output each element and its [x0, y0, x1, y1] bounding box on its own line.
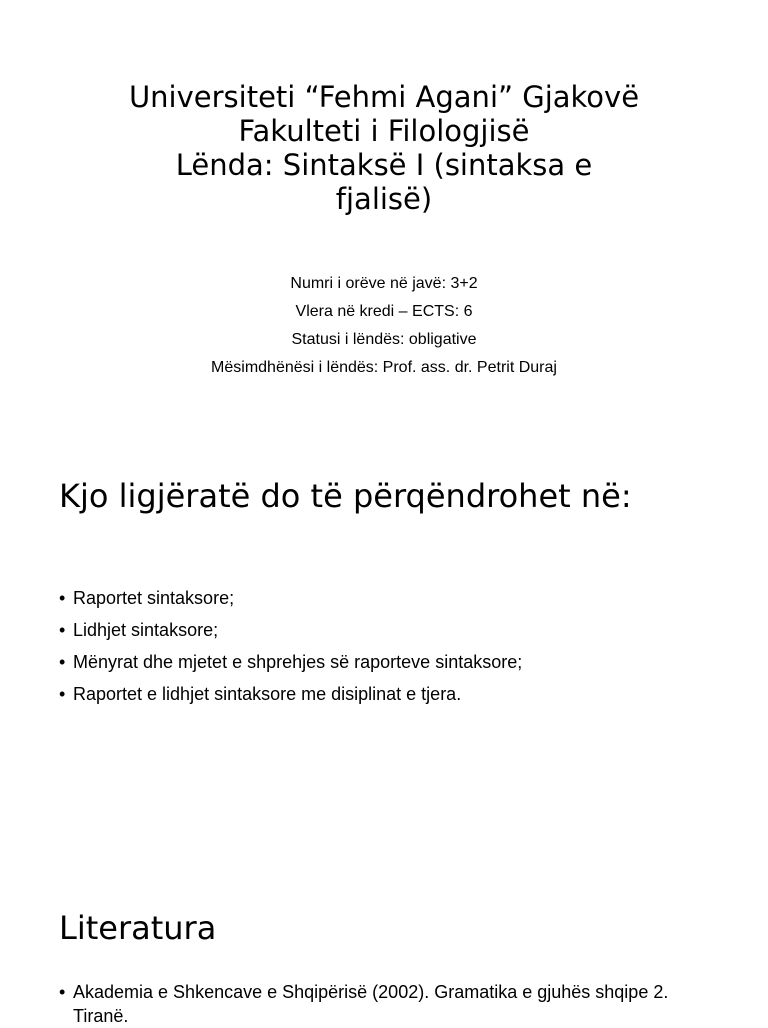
list-item-text: Raportet sintaksore;: [73, 588, 235, 608]
list-item: [59, 614, 719, 646]
bullet-icon: •: [59, 652, 66, 672]
course-info: [60, 270, 708, 382]
topics-slide: [0, 430, 768, 850]
list-item-text: Raportet e lidhjet sintaksore me disiplinat e tjera.: [73, 684, 462, 704]
list-item: [59, 980, 719, 1028]
topics-list: [59, 582, 719, 710]
literature-heading: Literatura: [59, 909, 217, 947]
list-item: [59, 582, 719, 614]
title-line: fjalisë): [335, 182, 433, 216]
course-status: Statusi i lëndës: obligative: [291, 331, 477, 348]
list-item-text: Akademia e Shkencave e Shqipërisë (2002). Gramatika e gjuhës shqipe 2. Tiranë.: [73, 982, 669, 1026]
list-item: [59, 678, 719, 710]
title-line: Fakulteti i Filologjisë: [238, 114, 530, 148]
course-lecturer: Mësimdhënësi i lëndës: Prof. ass. dr. Petrit Duraj: [211, 359, 557, 376]
bullet-icon: •: [59, 684, 66, 704]
list-item: [59, 646, 719, 678]
slide-title: [60, 80, 708, 216]
topics-heading: Kjo ligjëratë do të përqëndrohet në:: [59, 477, 632, 515]
bullet-icon: •: [59, 588, 66, 608]
title-slide: [0, 0, 768, 400]
list-item-text: Mënyrat dhe mjetet e shprehjes së raporteve sintaksore;: [73, 652, 523, 672]
bullet-icon: •: [59, 620, 66, 640]
course-credits: Vlera në kredi – ECTS: 6: [295, 303, 473, 320]
title-line: Universiteti “Fehmi Agani” Gjakovë: [128, 80, 640, 114]
literature-slide: [0, 870, 768, 1024]
title-line: Lënda: Sintaksë I (sintaksa e: [175, 148, 593, 182]
literature-list: [59, 980, 719, 1028]
list-item-text: Lidhjet sintaksore;: [73, 620, 219, 640]
bullet-icon: •: [59, 982, 66, 1002]
course-hours: Numri i orëve në javë: 3+2: [290, 275, 478, 292]
